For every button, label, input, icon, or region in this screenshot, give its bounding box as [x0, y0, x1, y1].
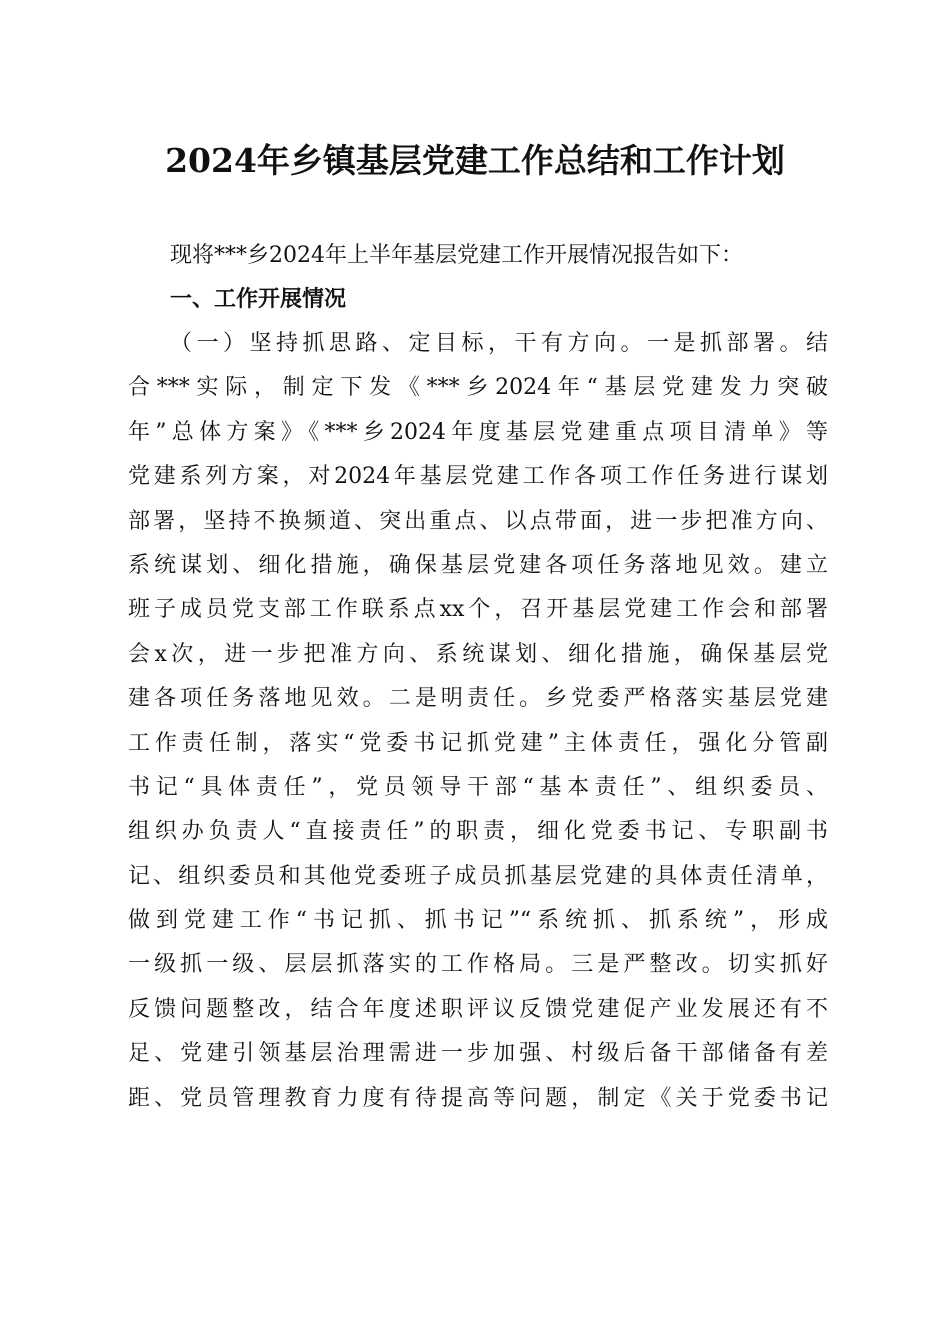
- paragraph-line: 年”总体方案》《***乡2024年度基层党建重点项目清单》等: [128, 419, 828, 445]
- paragraph-line: 记、组织委员和其他党委班子成员抓基层党建的具体责任清单，: [128, 863, 828, 889]
- paragraph-line: 一级抓一级、层层抓落实的工作格局。三是严整改。切实抓好: [128, 952, 828, 978]
- paragraph-line: 做到党建工作“书记抓、抓书记”“系统抓、抓系统”，形成: [128, 908, 828, 934]
- paragraph-line: 距、党员管理教育力度有待提高等问题，制定《关于党委书记: [128, 1085, 828, 1111]
- intro-paragraph: 现将***乡2024年上半年基层党建工作开展情况报告如下：: [170, 243, 743, 268]
- paragraph-line: 组织办负责人“直接责任”的职责，细化党委书记、专职副书: [128, 819, 828, 845]
- paragraph-line: 党建系列方案，对2024年基层党建工作各项工作任务进行谋划: [128, 464, 828, 490]
- paragraph-line: 合***实际，制定下发《***乡2024年“基层党建发力突破: [128, 375, 828, 401]
- paragraph-line: （一）坚持抓思路、定目标，干有方向。一是抓部署。结: [170, 331, 828, 356]
- paragraph-line: 系统谋划、细化措施，确保基层党建各项任务落地见效。建立: [128, 552, 828, 578]
- paragraph-line: 书记“具体责任”，党员领导干部“基本责任”、组织委员、: [128, 774, 828, 800]
- paragraph-line: 反馈问题整改，结合年度述职评议反馈党建促产业发展还有不: [128, 996, 828, 1022]
- paragraph-line: 足、党建引领基层治理需进一步加强、村级后备干部储备有差: [128, 1041, 828, 1067]
- body-paragraph: [128, 326, 828, 1125]
- document-title: 2024年乡镇基层党建工作总结和工作计划: [165, 141, 785, 180]
- paragraph-line: 班子成员党支部工作联系点xx个，召开基层党建工作会和部署: [128, 597, 828, 623]
- paragraph-line: 会x次，进一步把准方向、系统谋划、细化措施，确保基层党: [128, 641, 828, 667]
- paragraph-line: 建各项任务落地见效。二是明责任。乡党委严格落实基层党建: [128, 686, 828, 712]
- paragraph-line: 部署，坚持不换频道、突出重点、以点带面，进一步把准方向、: [128, 508, 828, 534]
- section-heading: 一、工作开展情况: [170, 287, 347, 312]
- paragraph-line: 工作责任制，落实“党委书记抓党建”主体责任，强化分管副: [128, 730, 828, 756]
